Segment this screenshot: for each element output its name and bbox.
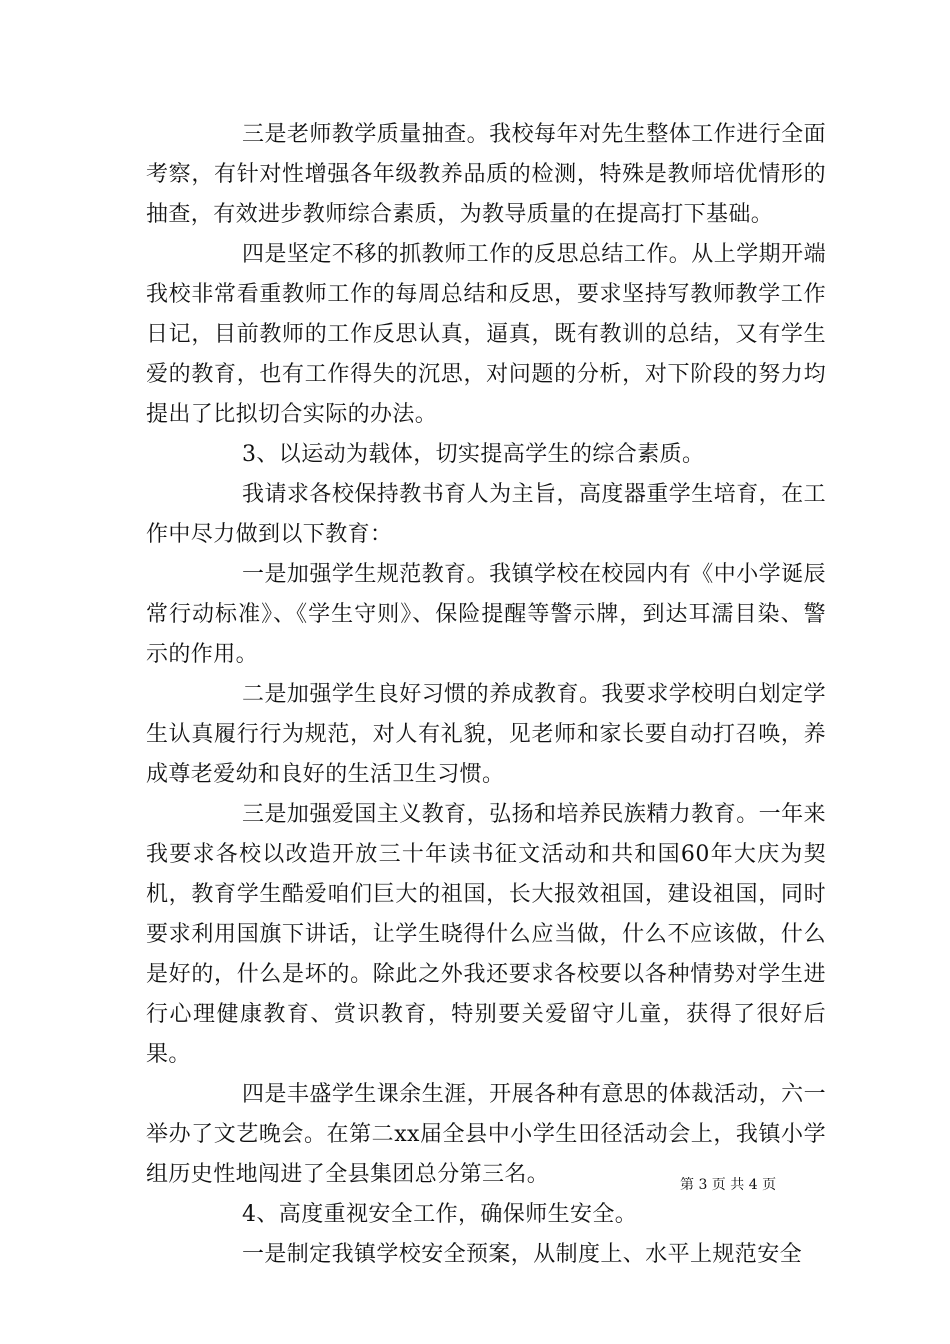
- paragraph-teaching-quality-check: 三是老师教学质量抽查。我校每年对先生整体工作进行全面考察，有针对性增强各年级教养品质的检测，特殊是教师培优情形的抽查，有效进步教师综合素质，为教导质量的在提高打下基础。: [146, 122, 826, 227]
- section-heading-activities: 3、以运动为载体，切实提高学生的综合素质。: [242, 442, 705, 467]
- paragraph-patriotism-education: 三是加强爱国主义教育，弘扬和培养民族精力教育。一年来我要求各校以改造开放三十年读书征文活动和共和国60年大庆为契机，教育学生酷爱咱们巨大的祖国，长大报效祖国，建设祖国，同时要求利用国旗下讲话，让学生晓得什么应当做，什么不应该做，什么是好的，什么是坏的。除此之外我还要求各校要以各种情势对学生进行心理健康教育、赏识教育，特别要关爱留守儿童，获得了很好后果。: [146, 802, 826, 1067]
- paragraph-safety-plan: 一是制定我镇学校安全预案，从制度上、水平上规范安全: [242, 1242, 803, 1267]
- paragraph-teacher-reflection: 四是坚定不移的抓教师工作的反思总结工作。从上学期开端我校非常看重教师工作的每周总结和反思，要求坚持写教师教学工作日记，目前教师的工作反思认真，逼真，既有教训的总结，又有学生爱的教育，也有工作得失的沉思，对问题的分析，对下阶段的努力均提出了比拟切合实际的办法。: [146, 242, 826, 427]
- paragraph-education-requirements: 我请求各校保持教书育人为主旨，高度器重学生培育，在工作中尽力做到以下教育：: [146, 482, 826, 547]
- section-heading-safety: 4、高度重视安全工作，确保师生安全。: [242, 1202, 638, 1227]
- paragraph-extracurricular-activities: 四是丰盛学生课余生涯，开展各种有意思的体裁活动，六一举办了文艺晚会。在第二xx届全县中小学生田径活动会上，我镇小学组历史性地闯进了全县集团总分第三名。: [146, 1082, 826, 1187]
- paragraph-habits-education: 二是加强学生良好习惯的养成教育。我要求学校明白划定学生认真履行行为规范，对人有礼貌，见老师和家长要自动打召唤，养成尊老爱幼和良好的生活卫生习惯。: [146, 682, 826, 787]
- page-number-footer: 第 3 页 共 4 页: [680, 1177, 777, 1193]
- document-body: [146, 115, 826, 1275]
- paragraph-norms-education: 一是加强学生规范教育。我镇学校在校园内有《中小学诞辰常行动标准》、《学生守则》、保险提醒等警示牌，到达耳濡目染、警示的作用。: [146, 562, 826, 667]
